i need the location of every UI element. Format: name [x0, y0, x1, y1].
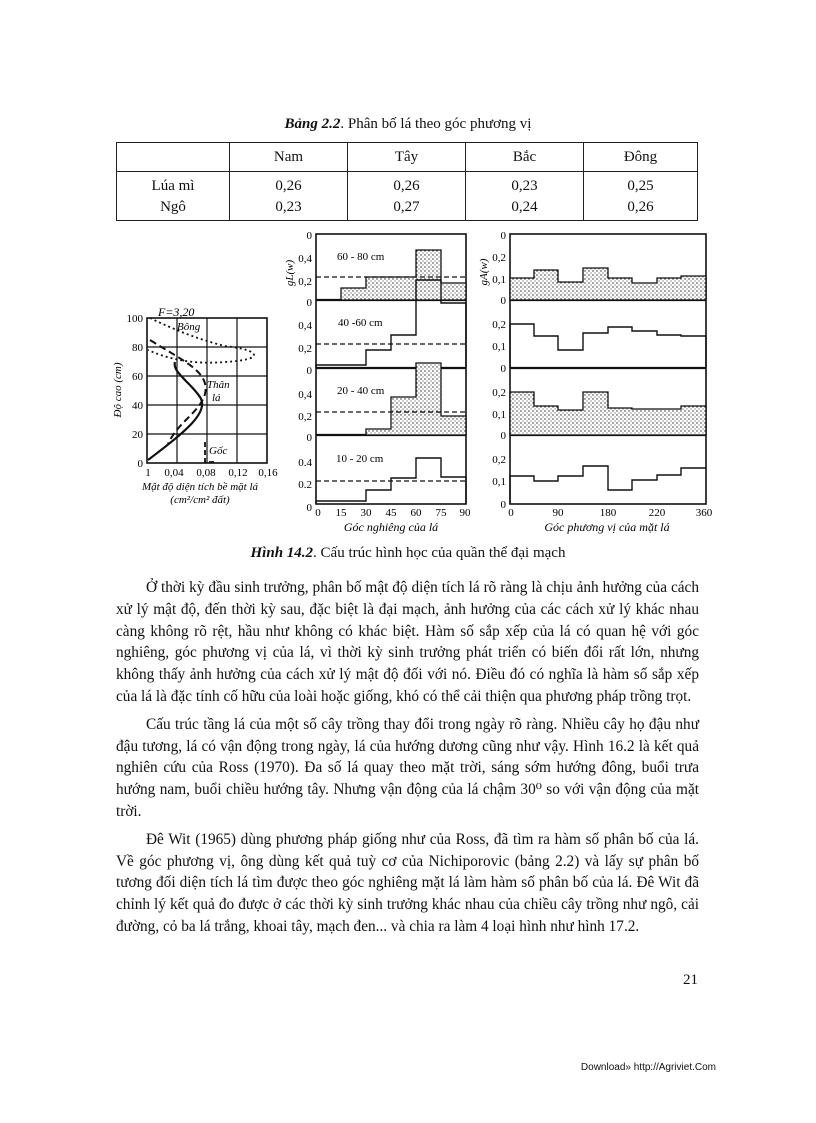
left-x-label-2: (cm²/cm² đất)	[170, 494, 230, 506]
right-panel2-histogram	[510, 324, 706, 368]
tick: 180	[599, 507, 617, 519]
label-la: lá	[212, 392, 221, 404]
paragraph: Đê Wit (1965) dùng phương pháp giống như của Ross, đã tìm ra hàm số phân bố của lá. Về góc phương vị, ông dùng kết quả tuỳ cơ của Nichiporovic (bảng 2.2) và lấy sự phân bố tương đối diện tích lá tìm được theo góc nghiêng mặt lá làm hàm số phân bố của lá. Đê Wit đã chỉnh lý kết quả đo được ở các thời kỳ sinh trưởng khác nhau của chiều cây trồng như ngô, cải đường, cỏ ba lá trắng, khoai tây, mạch đen... và chia ra làm 4 loại hình như hình 17.2.	[116, 830, 699, 935]
tick: 0,2	[298, 411, 312, 423]
annotation-f: F=3,20	[158, 305, 195, 319]
table-cell: 0,26	[584, 196, 698, 221]
tick: 0,08	[196, 467, 216, 479]
figure-caption-label: Hình 14.2	[250, 545, 314, 561]
right-y-label: gA(w)	[478, 258, 490, 286]
figure-caption	[0, 545, 816, 562]
body-text	[116, 577, 699, 944]
tick: 0,12	[228, 467, 248, 479]
tick: 45	[385, 507, 397, 519]
right-panel4-histogram	[510, 466, 706, 504]
table-row	[117, 172, 698, 197]
tick: 0	[137, 458, 143, 470]
middle-x-ticks	[315, 507, 471, 519]
leaf-inclination-plot	[284, 230, 471, 534]
right-y-ticks	[492, 230, 506, 511]
right-panel3-histogram	[510, 392, 706, 435]
tick: 0	[500, 230, 506, 242]
tick: 0,2	[492, 387, 506, 399]
middle-y-ticks	[298, 230, 312, 514]
table-caption	[0, 116, 816, 133]
tick: 0,1	[492, 409, 506, 421]
table-header-row	[117, 143, 698, 172]
tick: 90	[459, 507, 471, 519]
panel3-histogram	[366, 363, 466, 435]
tick: 0	[500, 363, 506, 375]
table-header-cell: Nam	[230, 143, 348, 172]
tick: 90	[552, 507, 564, 519]
right-x-ticks	[508, 507, 713, 519]
tick: 0,2	[492, 454, 506, 466]
tick: 0	[306, 230, 312, 242]
left-y-ticks	[127, 313, 144, 470]
left-x-ticks	[145, 467, 278, 479]
table-cell: 0,26	[230, 172, 348, 197]
table-cell: 0,23	[466, 172, 584, 197]
panel-label: 40 -60 cm	[338, 317, 383, 329]
table-header-cell: Bắc	[466, 143, 584, 172]
tick: 0,4	[298, 389, 312, 401]
azimuth-table	[116, 142, 698, 221]
tick: 80	[132, 342, 143, 354]
figure-14-2	[0, 222, 816, 542]
table-cell: 0,26	[348, 172, 466, 197]
tick: 40	[132, 400, 143, 412]
left-x-label-1: Mật độ diện tích bề mặt lá	[141, 481, 259, 493]
tick: 0	[315, 507, 321, 519]
tick: 15	[335, 507, 347, 519]
label-than: Thân	[207, 379, 230, 391]
tick: 220	[648, 507, 666, 519]
tick: 0.2	[298, 479, 312, 491]
curve-bong	[148, 318, 254, 363]
tick: 0,2	[492, 319, 506, 331]
tick: 360	[695, 507, 713, 519]
tick: 0	[306, 365, 312, 377]
paragraph: Ở thời kỳ đầu sinh trưởng, phân bố mật độ diện tích lá rõ ràng là chịu ảnh hưởng của cách xử lý mật độ, đến thời kỳ sau, đặc biệt là đại mạch, ảnh hưởng của các cách xử lý khác nhau càng không rõ rệt, hầu như không có khác biệt. Hàm số sắp xếp của lá có quan hệ với góc nghiêng, góc phương vị của lá, vì thời kỳ sinh trưởng phát triển có biến đổi rất lớn, nhưng không thấy ảnh hưởng của cách xử lý mật độ đối với nó. Điều đó có nghĩa là hàm số sắp xếp của lá là đặc tính cố hữu của loài hoặc giống, khó có thể cải thiện qua phương pháp trồng trọt.	[116, 579, 699, 705]
table-cell: 0,23	[230, 196, 348, 221]
tick: 75	[435, 507, 447, 519]
table-header-cell: Tây	[348, 143, 466, 172]
tick: 0,2	[298, 343, 312, 355]
tick: 0,1	[492, 476, 506, 488]
middle-x-label: Góc nghiêng của lá	[343, 520, 439, 534]
tick: 0,04	[164, 467, 184, 479]
page-number: 21	[683, 972, 698, 988]
panel-label: 60 - 80 cm	[337, 251, 385, 263]
table-header-cell	[117, 143, 230, 172]
table-caption-label: Bảng 2.2	[284, 116, 341, 132]
tick: 0,16	[258, 467, 278, 479]
tick: 0,2	[492, 252, 506, 264]
tick: 0	[500, 499, 506, 511]
middle-y-label: gL(w)	[284, 259, 296, 287]
tick: 0.4	[298, 457, 312, 469]
tick: 0	[306, 432, 312, 444]
tick: 0,1	[492, 274, 506, 286]
panel-label: 20 - 40 cm	[337, 385, 385, 397]
tick: 0	[500, 295, 506, 307]
azimuth-plot	[478, 230, 713, 534]
label-goc: Gốc	[209, 445, 228, 457]
table-caption-text: . Phân bố lá theo góc phương vị	[340, 116, 532, 132]
label-bong: Bông	[177, 321, 201, 333]
tick: 0,4	[298, 320, 312, 332]
table-row	[117, 196, 698, 221]
tick: 0,4	[298, 253, 312, 265]
tick: 60	[410, 507, 422, 519]
height-profile-plot	[112, 305, 278, 506]
tick: 0,1	[492, 341, 506, 353]
table-cell: Ngô	[117, 196, 230, 221]
table-header-cell: Đông	[584, 143, 698, 172]
tick: 30	[360, 507, 372, 519]
right-panel1-histogram	[510, 268, 706, 300]
tick: 0	[500, 430, 506, 442]
figure-caption-text: . Cấu trúc hình học của quần thể đại mạch	[313, 545, 566, 561]
paragraph: Cấu trúc tầng lá của một số cây trồng thay đổi trong ngày rõ ràng. Nhiều cây họ đậu như đậu tương, lá có vận động trong ngày, lá của hướng dương cũng như vậy. Hình 16.2 là kết quả nghiên cứu của Ross (1970). Đa số lá quay theo mặt trời, sáng sớm hướng đông, buổi trưa hướng nam, buổi chiều hướng tây. Nhưng vận động của lá chậm 30⁰ so với vận động của mặt trời.	[116, 715, 699, 820]
tick: 60	[132, 371, 143, 383]
tick: 0,2	[298, 276, 312, 288]
table-cell: Lúa mì	[117, 172, 230, 197]
tick: 0	[306, 502, 312, 514]
panel-label: 10 - 20 cm	[336, 453, 384, 465]
table-cell: 0,27	[348, 196, 466, 221]
right-x-label: Góc phương vị của mặt lá	[544, 520, 670, 534]
left-y-label: Độ cao (cm)	[112, 362, 124, 418]
footer-download: Download» http://Agriviet.Com	[580, 1062, 716, 1073]
tick: 0	[306, 297, 312, 309]
table-cell: 0,24	[466, 196, 584, 221]
table-cell: 0,25	[584, 172, 698, 197]
tick: 0	[508, 507, 514, 519]
tick: 100	[126, 313, 143, 325]
tick: 20	[132, 429, 143, 441]
tick: 1	[145, 467, 151, 479]
